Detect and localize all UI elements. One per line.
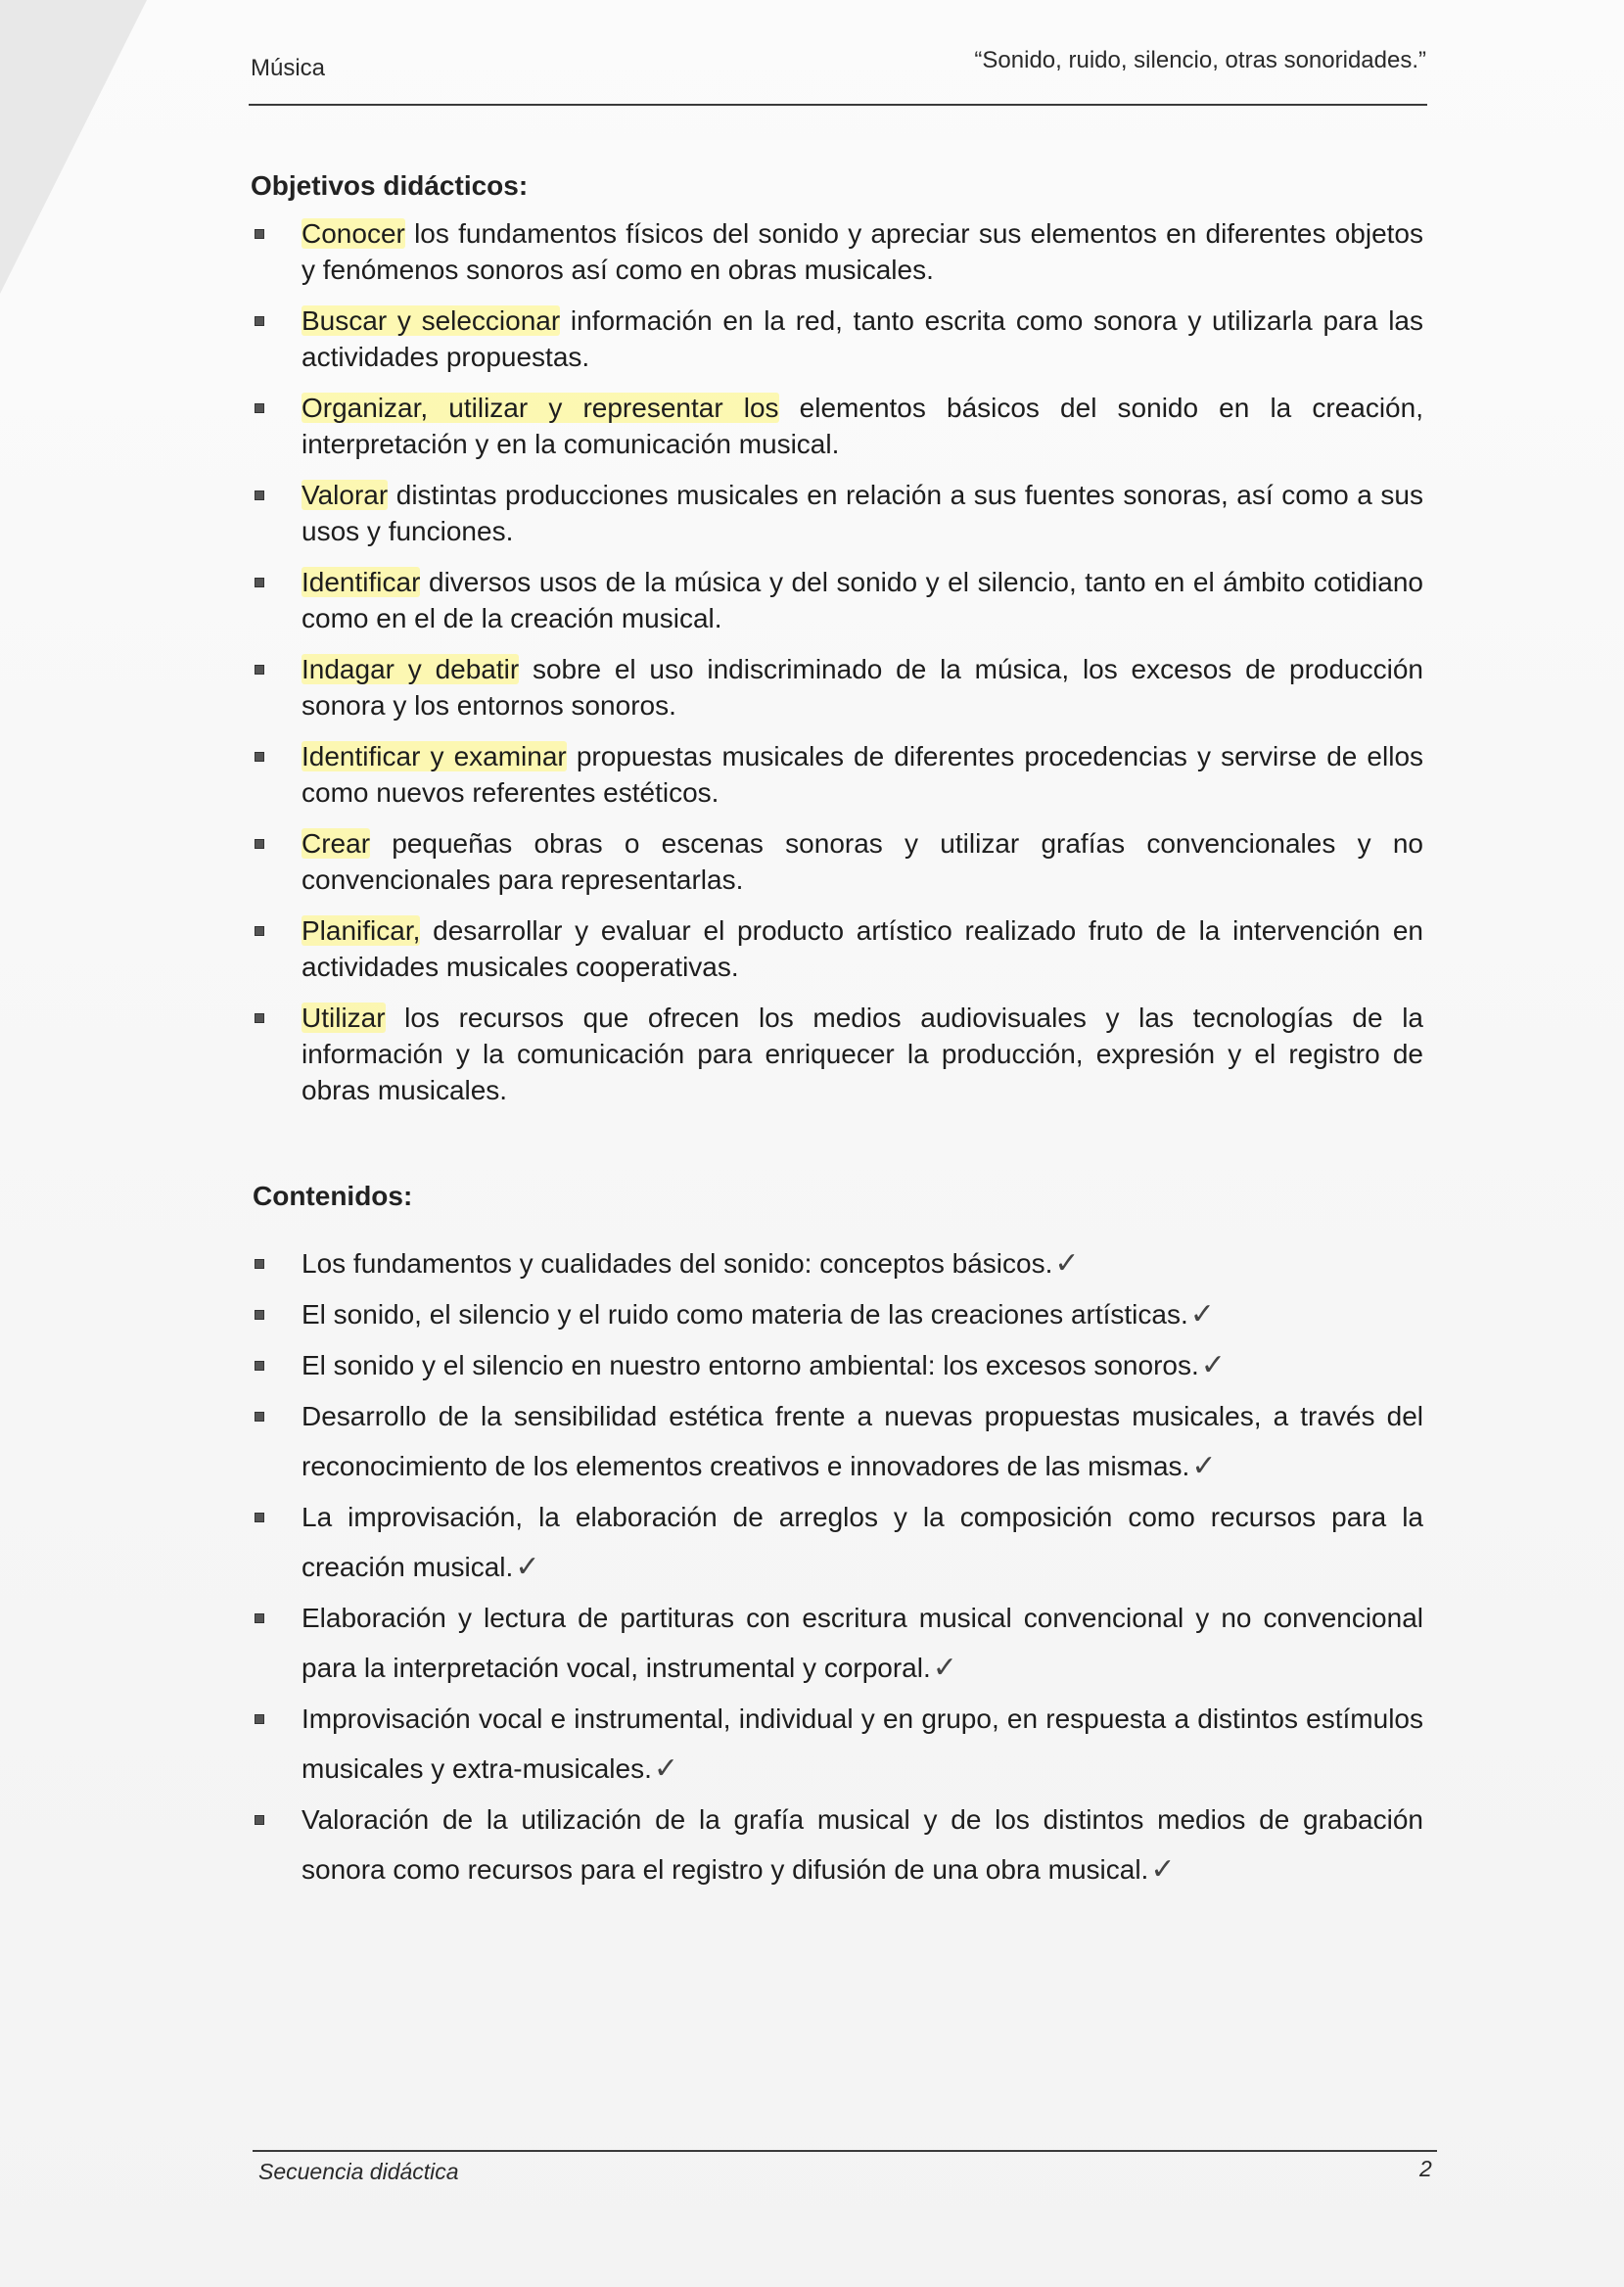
bullet-icon	[255, 403, 264, 413]
list-item	[253, 651, 1423, 723]
list-item	[253, 738, 1423, 811]
list-item	[253, 1795, 1423, 1894]
highlighted-verb: Utilizar	[302, 1003, 386, 1033]
footer-rule	[253, 2150, 1437, 2152]
content-text: Improvisación vocal e instrumental, individual y en grupo, en respuesta a distintos estímulos musicales y extra-musicales.	[302, 1704, 1423, 1784]
bullet-icon	[255, 229, 264, 239]
check-mark-icon: ✓	[653, 1751, 679, 1786]
list-item	[253, 1593, 1423, 1693]
list-item	[253, 1694, 1423, 1794]
highlighted-verb: Identificar y examinar	[302, 741, 567, 771]
bullet-icon	[255, 839, 264, 849]
check-mark-icon: ✓	[1189, 1297, 1215, 1331]
bullet-icon	[255, 490, 264, 500]
header-rule	[249, 104, 1427, 106]
bullet-icon	[255, 1714, 264, 1724]
list-item	[253, 390, 1423, 462]
list-item	[253, 1289, 1423, 1339]
list-item	[253, 1340, 1423, 1390]
content-text: La improvisación, la elaboración de arreglos y la composición como recursos para la creación musical.	[302, 1502, 1423, 1582]
list-item	[253, 1391, 1423, 1491]
check-mark-icon: ✓	[1054, 1246, 1080, 1281]
bullet-icon	[255, 578, 264, 587]
folded-corner	[0, 0, 147, 294]
check-mark-icon: ✓	[1191, 1449, 1217, 1483]
bullet-icon	[255, 1259, 264, 1269]
content-text: El sonido, el silencio y el ruido como materia de las creaciones artísticas.	[302, 1299, 1188, 1330]
highlighted-verb: Conocer	[302, 218, 405, 249]
list-item	[253, 1492, 1423, 1592]
contents-list	[253, 1238, 1423, 1895]
highlighted-verb: Organizar, utilizar y representar los	[302, 393, 779, 423]
objective-text: pequeñas obras o escenas sonoras y utilizar grafías convencionales y no convencionales para representarlas.	[302, 828, 1423, 895]
bullet-icon	[255, 1412, 264, 1422]
content-text: Desarrollo de la sensibilidad estética frente a nuevas propuestas musicales, a través del reconocimiento de los elementos creativos e innovadores de las mismas.	[302, 1401, 1423, 1481]
objective-text: distintas producciones musicales en relación a sus fuentes sonoras, así como a sus usos y funciones.	[302, 480, 1423, 546]
bullet-icon	[255, 1815, 264, 1825]
objective-text: propuestas musicales de diferentes procedencias y servirse de ellos como nuevos referentes estéticos.	[302, 741, 1424, 808]
check-mark-icon: ✓	[515, 1550, 540, 1584]
objective-text: desarrollar y evaluar el producto artístico realizado fruto de la intervención en actividades musicales cooperativas.	[302, 915, 1423, 982]
objective-text: los fundamentos físicos del sonido y apreciar sus elementos en diferentes objetos y fenómenos sonoros así como en obras musicales.	[302, 218, 1423, 285]
content-text: Valoración de la utilización de la grafía musical y de los distintos medios de grabación sonora como recursos para el registro y difusión de una obra musical.	[302, 1804, 1423, 1885]
bullet-icon	[255, 1613, 264, 1623]
page-number: 2	[1419, 2156, 1432, 2181]
list-item	[253, 825, 1423, 898]
list-item	[253, 477, 1423, 549]
bullet-icon	[255, 926, 264, 936]
bullet-icon	[255, 1310, 264, 1320]
objective-text: sobre el uso indiscriminado de la música, los excesos de producción sonora y los entornos sonoros.	[302, 654, 1423, 721]
highlighted-verb: Crear	[302, 828, 371, 859]
objective-text: información en la red, tanto escrita como sonora y utilizarla para las actividades propuestas.	[302, 305, 1423, 372]
footer-label: Secuencia didáctica	[258, 2159, 459, 2184]
content-text: Elaboración y lectura de partituras con escritura musical convencional y no convencional para la interpretación vocal, instrumental y corporal.	[302, 1603, 1423, 1683]
bullet-icon	[255, 1513, 264, 1522]
bullet-icon	[255, 316, 264, 326]
header-unit-title: “Sonido, ruido, silencio, otras sonoridades.”	[974, 47, 1426, 73]
objective-text: elementos básicos del sonido en la creación, interpretación y en la comunicación musical.	[302, 393, 1423, 459]
list-item	[253, 303, 1423, 375]
objective-text: los recursos que ofrecen los medios audiovisuales y las tecnologías de la información y la comunicación para enriquecer la producción, expresión y el registro de obras musicales.	[302, 1003, 1423, 1105]
objectives-title: Objetivos didácticos:	[251, 170, 529, 201]
highlighted-verb: Valorar	[302, 480, 389, 510]
highlighted-verb: Identificar	[302, 567, 421, 597]
check-mark-icon: ✓	[1150, 1852, 1176, 1887]
highlighted-verb: Indagar y debatir	[302, 654, 520, 684]
list-item	[253, 564, 1423, 636]
header-subject: Música	[251, 55, 326, 81]
objective-text: diversos usos de la música y del sonido y el silencio, tanto en el ámbito cotidiano como en el de la creación musical.	[302, 567, 1423, 633]
objectives-list	[253, 215, 1423, 1123]
content-text: Los fundamentos y cualidades del sonido: conceptos básicos.	[302, 1248, 1053, 1279]
bullet-icon	[255, 1013, 264, 1023]
contents-title: Contenidos:	[253, 1181, 413, 1211]
check-mark-icon: ✓	[1200, 1348, 1226, 1382]
bullet-icon	[255, 665, 264, 675]
list-item	[253, 1000, 1423, 1108]
highlighted-verb: Buscar y seleccionar	[302, 305, 561, 336]
bullet-icon	[255, 1361, 264, 1371]
list-item	[253, 1238, 1423, 1288]
list-item	[253, 912, 1423, 985]
bullet-icon	[255, 752, 264, 762]
highlighted-verb: Planificar,	[302, 915, 421, 946]
list-item	[253, 215, 1423, 288]
check-mark-icon: ✓	[932, 1651, 957, 1685]
content-text: El sonido y el silencio en nuestro entorno ambiental: los excesos sonoros.	[302, 1350, 1199, 1380]
